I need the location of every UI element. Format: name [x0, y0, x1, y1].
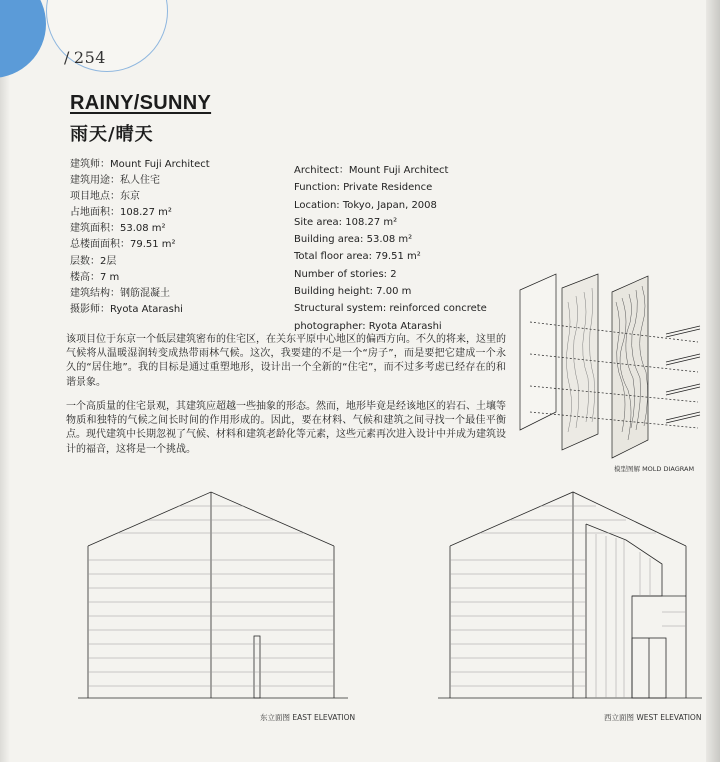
spec-item: 层数：2层 [70, 255, 117, 267]
page-number: / 254 [64, 48, 106, 67]
project-specs-english [294, 162, 487, 335]
spec-item: Building height: 7.00 m [294, 286, 412, 298]
decorative-blue-circle [0, 0, 46, 78]
east-elevation-drawing [78, 488, 358, 710]
spec-item: Number of stories: 2 [294, 268, 397, 280]
west-elevation-drawing [426, 488, 716, 710]
mold-diagram-caption: 模型图解 MOLD DIAGRAM [614, 465, 695, 473]
east-elevation-caption: 东立面图 EAST ELEVATION [260, 713, 356, 722]
spec-item: 总楼面面积：79.51 m² [70, 239, 176, 251]
mold-diagram [516, 262, 712, 462]
spec-item: 建筑用途：私人住宅 [70, 175, 160, 187]
spec-item: Structural system: reinforced concrete [294, 303, 487, 315]
spec-item: Total floor area: 79.51 m² [294, 251, 421, 263]
project-specs-chinese [70, 157, 210, 318]
west-elevation-caption: 西立面图 WEST ELEVATION [604, 713, 702, 722]
spec-item: 项目地点：东京 [70, 191, 140, 203]
body-paragraph-2: 一个高质量的住宅景观，其建筑应超越一些抽象的形态。然而，地形毕竟是经该地区的岩石、土壤等物质和独特的气候之间长时间的作用形成的。因此，要在材料、气候和建筑之间寻找一个最佳平衡点。现代建筑中长期忽视了气候、材料和建筑老龄化等元素，这些元素再次进入设计中并成为建筑设计的福音，这将是一个挑战。 [66, 401, 506, 455]
spec-item: 占地面积：108.27 m² [70, 207, 172, 219]
spec-item: 楼高：7 m [70, 271, 120, 283]
project-title-chinese: 雨天/晴天 [70, 124, 154, 145]
spec-item: Architect：Mount Fuji Architect [294, 165, 449, 176]
spec-item: 建筑面积：53.08 m² [70, 223, 166, 235]
spec-item: Site area: 108.27 m² [294, 216, 398, 228]
spec-item: photographer: Ryota Atarashi [294, 320, 442, 332]
spec-item: 建筑师：Mount Fuji Architect [70, 159, 210, 170]
body-paragraph-1: 该项目位于东京一个低层建筑密布的住宅区，在关东平原中心地区的偏西方向。不久的将来，这里的气候将从温暖湿润转变成热带雨林气候。这次，我要建的不是一个“房子”，而是要把它建成一个永久的“居住地”。我的目标是通过重塑地形，设计出一个全新的“住宅”，而不过多考虑已经存在的和谐景象。 [66, 334, 506, 388]
spec-item: Building area: 53.08 m² [294, 234, 413, 246]
spec-item: 摄影师：Ryota Atarashi [70, 303, 183, 315]
page-gutter-shade [0, 0, 10, 762]
spec-item: 建筑结构：钢筋混凝土 [70, 287, 170, 299]
spec-item: Function: Private Residence [294, 182, 433, 194]
project-title-english: RAINY/SUNNY [70, 92, 212, 114]
spec-item: Location: Tokyo, Japan, 2008 [294, 199, 437, 211]
